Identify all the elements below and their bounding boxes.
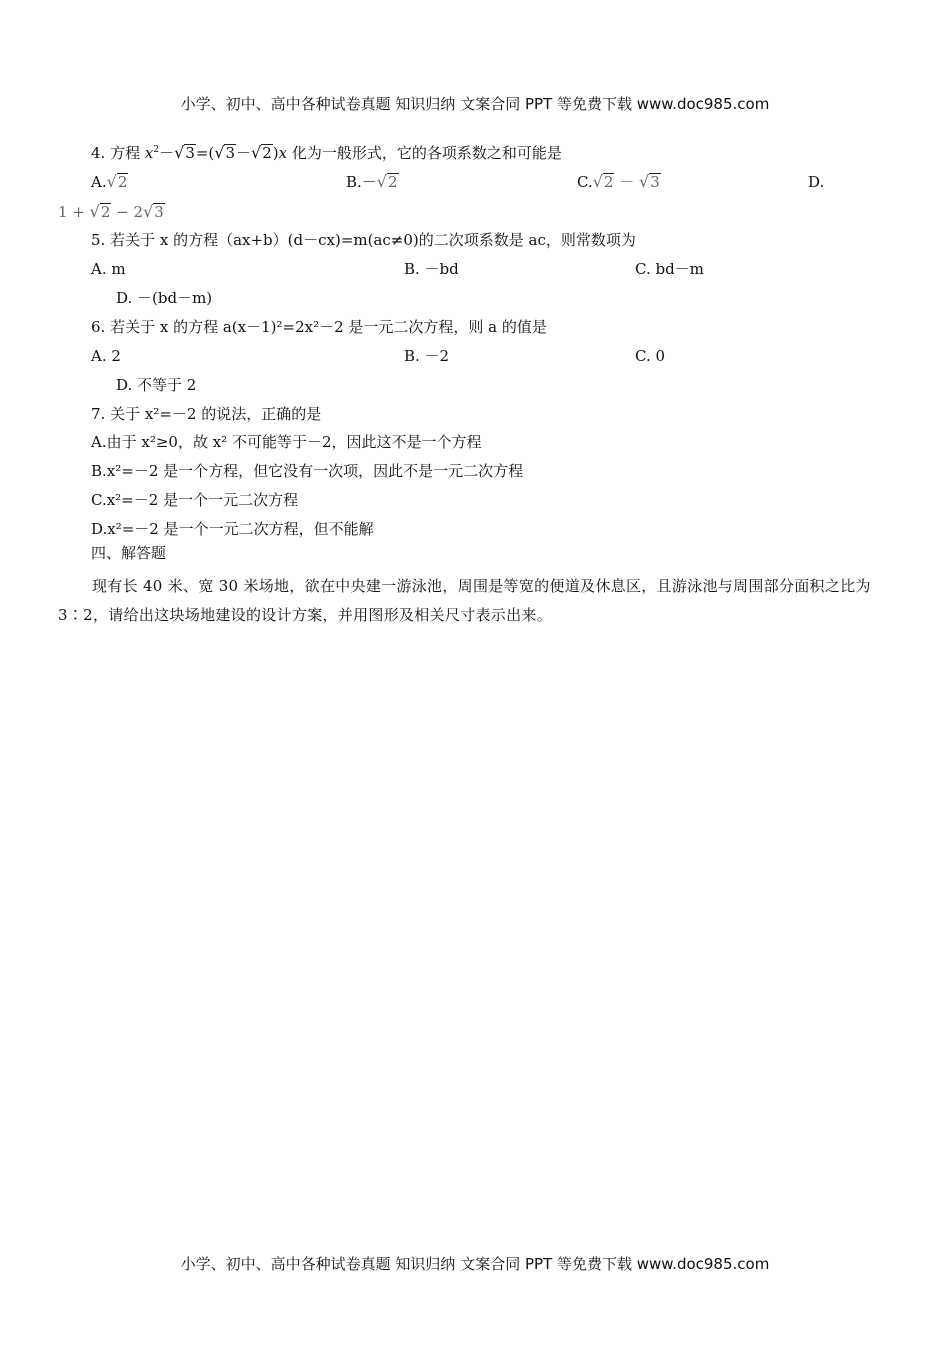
q4-number: 4. [91,144,106,162]
q7-option-a: A.由于 x²≥0，故 x² 不可能等于－2，因此这不是一个方程 [91,433,482,451]
q6-stem: 6. 若关于 x 的方程 a(x－1)²=2x²－2 是一元二次方程，则 a 的值是 [91,318,547,336]
q5-stem: 5. 若关于 x 的方程（ax+b）(d－cx)=m(ac≠0)的二次项系数是 ac，则常数项为 [91,231,636,249]
q4-option-d-label: D. [808,173,825,191]
q5-option-a: A. m [91,260,126,278]
q4-option-a-label: A. [91,173,107,191]
q4-option-c-label: C. [577,173,593,191]
page-footer: 小学、初中、高中各种试卷真题 知识归纳 文案合同 PPT 等免费下载 www.doc985.com [180,1255,770,1273]
q4-option-b-label: B.－ [346,173,377,191]
q6-option-d: D. 不等于 2 [116,376,197,394]
q6-option-c: C. 0 [635,347,666,365]
q5-option-d: D. －(bd－m) [116,289,213,307]
q7-stem: 7. 关于 x²=－2 的说法，正确的是 [91,405,322,423]
q5-option-b: B. －bd [404,260,459,278]
section-problem: 现有长 40 米、宽 30 米场地，欲在中央建一游泳池，周围是等宽的便道及休息区，且游泳池与周围部分面积之比为 3∶2，请给出这块场地建设的设计方案，并用图形及相关尺寸表示出来。 [58,577,871,624]
q5-option-c: C. bd－m [635,260,704,278]
q4-stem [91,143,562,163]
q7-option-d: D.x²=－2 是一个一元二次方程，但不能解 [91,520,374,538]
q7-option-b: B.x²=－2 是一个方程，但它没有一次项，因此不是一元二次方程 [91,462,524,480]
q6-option-a: A. 2 [91,347,121,365]
q4-stem-a: 方程 [110,144,141,162]
q4-option-a: A.√2 [91,172,128,191]
q4-equation: $x^2-√3=(√3-√2)x$ [144,143,288,162]
q4-option-d-value: 1 + √2 − 2√3 [58,202,164,221]
page-header: 小学、初中、高中各种试卷真题 知识归纳 文案合同 PPT 等免费下载 www.doc985.com [180,95,770,113]
q6-option-b: B. －2 [404,347,450,365]
q4-option-b: B.－√2 [346,172,398,191]
q7-option-c: C.x²=－2 是一个一元二次方程 [91,491,299,509]
q4-option-c: C.√2 － √3 [577,172,660,191]
section-title: 四、解答题 [91,544,167,562]
q4-stem-b: 化为一般形式，它的各项系数之和可能是 [291,144,562,162]
